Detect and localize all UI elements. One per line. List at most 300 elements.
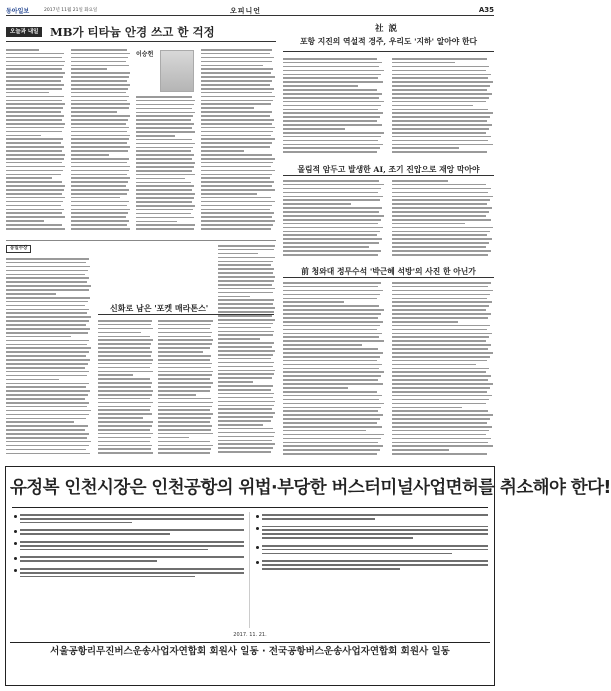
text-line [283,348,378,350]
text-line [392,379,488,381]
text-line [136,158,192,160]
text-line [71,49,127,51]
text-line [218,261,273,263]
text-line [6,96,64,98]
text-line [392,340,486,342]
text-line [71,181,128,183]
text-line [6,383,89,385]
text-line [98,433,153,435]
text-line [283,305,379,307]
text-line [392,203,487,205]
text-line [392,93,492,95]
text-line [283,219,381,221]
text-line [6,150,62,152]
text-line [392,286,488,288]
text-line [262,529,488,531]
text-line [392,238,492,240]
text-line [6,285,91,287]
text-line [71,135,130,137]
ad-column-divider [249,512,250,628]
text-line [6,185,65,187]
text-line [6,344,87,346]
text-line [98,452,153,454]
text-line [6,154,65,156]
editorial-tag: 社説 [374,24,402,34]
column2-body-col3 [158,320,214,458]
text-line [71,224,127,226]
text-line [98,336,150,338]
text-line [158,347,210,349]
text-line [98,332,141,334]
text-line [392,348,488,350]
text-line [158,386,211,388]
text-line [218,451,271,453]
text-line [262,549,488,551]
text-line [98,421,153,423]
text-line [283,430,366,432]
text-line [6,174,61,176]
text-line [218,268,274,270]
text-line [71,154,109,156]
text-line [20,560,157,562]
text-line [218,373,274,375]
text-line [158,421,210,423]
text-line [71,61,126,63]
bullet-icon [14,542,17,545]
text-line [218,276,275,278]
text-line [262,545,488,547]
text-line [201,123,272,125]
text-line [71,189,129,191]
text-line [392,309,486,311]
text-line [218,443,275,445]
text-line [158,394,196,396]
text-line [201,197,271,199]
bullet-text [262,514,488,520]
text-line [6,100,62,102]
text-line [201,205,272,207]
column2-headline: 신화로 남은 '포켓 매라톤스' [110,303,209,313]
text-line [71,177,130,179]
text-line [6,146,64,148]
text-line [98,320,152,322]
text-line [136,213,191,215]
text-line [71,142,127,144]
text-line [218,346,272,348]
text-line [283,442,378,444]
text-line [218,401,275,403]
text-line [71,103,130,105]
text-line [392,352,493,354]
bullet-text [20,529,244,535]
text-line [6,418,86,420]
text-line [98,402,153,404]
text-line [6,328,90,330]
text-line [392,325,490,327]
text-line [98,363,152,365]
text-line [6,301,88,303]
text-line [283,313,381,315]
text-line [6,135,41,137]
text-line [136,193,195,195]
editorial-rule-3 [283,277,494,278]
text-line [158,441,210,443]
text-line [71,72,130,74]
text-line [283,215,384,217]
text-line [136,170,192,172]
text-line [283,242,379,244]
text-line [201,127,275,129]
ad-date: 2017. 11. 21. [233,632,267,638]
text-line [6,107,63,109]
text-line [392,231,490,233]
text-line [98,378,150,380]
text-line [392,442,488,444]
text-line [201,49,272,51]
text-line [392,85,490,87]
text-line [201,96,275,98]
issue-date: 2017년 11월 21일 화요일 [44,8,98,13]
text-line [392,356,490,358]
text-line [158,425,212,427]
text-line [283,101,384,103]
text-line [6,92,49,94]
text-line [6,445,89,447]
column2-body-col2 [98,320,154,458]
text-line [201,84,270,86]
text-line [6,449,86,451]
text-line [158,402,213,404]
text-line [6,216,65,218]
text-line [98,417,143,419]
text-line [218,257,275,259]
text-line [392,317,488,319]
editorial3-body-col1 [283,282,385,458]
text-line [20,514,244,516]
text-line [283,333,382,335]
editorial-headline-2: 몰림적 암두고 발생한 AI, 조기 진압으로 재앙 막아야 [297,165,480,174]
text-line [283,136,381,138]
text-line [6,453,90,455]
text-line [201,142,272,144]
column-body-col3 [136,96,196,235]
text-line [6,277,89,279]
text-line [71,127,129,129]
text-line [6,402,89,404]
text-line [283,379,378,381]
text-line [218,331,274,333]
text-line [6,274,85,276]
text-line [201,228,271,230]
text-line [283,254,378,256]
text-line [201,212,274,214]
column2-body-col1 [6,258,92,458]
text-line [201,68,273,70]
text-line [218,280,274,282]
text-line [392,305,489,307]
text-line [6,80,61,82]
text-line [283,301,344,303]
text-line [262,564,488,566]
text-line [201,103,271,105]
text-line [201,220,275,222]
ad-bullet [14,529,244,535]
text-line [218,420,271,422]
text-line [283,294,380,296]
text-line [6,138,63,140]
text-line [392,144,493,146]
text-line [71,80,127,82]
text-line [6,367,85,369]
text-line [6,320,89,322]
text-line [283,453,377,455]
text-line [262,526,488,528]
text-line [392,140,488,142]
text-line [218,307,275,309]
section-title: 오피니언 [230,7,262,15]
text-line [283,375,381,377]
text-line [392,184,486,186]
text-line [392,77,488,79]
text-line [6,297,90,299]
text-line [158,374,212,376]
text-line [6,363,88,365]
text-line [392,426,492,428]
text-line [6,115,64,117]
text-line [158,339,213,341]
text-line [98,429,150,431]
text-line [392,66,489,68]
text-line [283,352,383,354]
bullet-icon [14,515,17,518]
text-line [6,371,89,373]
text-line [392,438,491,440]
text-line [201,65,263,67]
text-line [20,518,244,520]
text-line [283,144,383,146]
text-line [283,426,382,428]
text-line [392,298,487,300]
text-line [6,258,89,260]
text-line [6,111,61,113]
text-line [6,355,86,357]
text-line [392,109,488,111]
text-line [6,441,91,443]
text-line [136,96,192,98]
text-line [71,76,129,78]
text-line [201,72,271,74]
text-line [158,445,213,447]
text-line [71,123,126,125]
text-line [218,354,273,356]
text-line [283,211,379,213]
text-line [20,529,244,531]
text-line [283,399,379,401]
text-line [283,325,380,327]
text-line [158,351,203,353]
text-line [218,377,272,379]
text-line [392,105,473,107]
text-line [6,394,88,396]
text-line [71,170,129,172]
text-line [283,58,377,60]
text-line [6,224,62,226]
text-line [218,272,273,274]
text-line [6,84,64,86]
text-line [262,514,488,516]
text-line [20,568,244,570]
text-line [201,146,270,148]
ad-bullet [256,560,488,569]
text-line [392,422,487,424]
text-line [158,406,212,408]
text-line [218,323,273,325]
text-line [71,107,129,109]
text-line [201,174,272,176]
text-line [71,158,129,160]
text-line [283,151,377,153]
text-line [71,205,127,207]
text-line [136,100,195,102]
text-line [20,533,170,535]
text-line [283,364,382,366]
text-line [98,425,152,427]
text-line [136,123,194,125]
text-line [6,162,62,164]
text-line [201,53,270,55]
text-line [283,321,383,323]
text-line [158,324,211,326]
text-line [218,408,272,410]
editorial-headline-1: 포항 지진의 역설적 경주, 우리도 '지하' 알아야 한다 [299,37,478,46]
text-line [6,379,59,381]
text-line [158,367,211,369]
text-line [98,351,152,353]
text-line [201,189,275,191]
text-line [71,68,107,70]
text-line [201,138,275,140]
text-line [6,209,64,211]
text-line [392,62,455,64]
text-line [6,351,89,353]
text-line [283,360,377,362]
text-line [392,399,489,401]
text-line [283,62,382,64]
bullet-icon [256,515,259,518]
text-line [158,382,213,384]
text-line [392,192,488,194]
text-line [218,385,273,387]
text-line [262,518,375,520]
text-line [158,359,210,361]
text-line [283,438,381,440]
text-line [158,363,212,365]
text-line [6,425,88,427]
text-line [283,199,380,201]
text-line [392,368,489,370]
text-line [283,246,369,248]
text-line [392,180,448,182]
text-line [218,284,272,286]
text-line [71,162,127,164]
bullet-text [262,545,488,554]
text-line [6,386,86,388]
text-line [283,223,378,225]
bullet-text [20,514,244,523]
text-line [201,57,274,59]
text-line [283,410,378,412]
text-line [392,290,493,292]
text-line [283,282,381,284]
text-line [98,343,151,345]
text-line [136,127,192,129]
text-line [6,340,89,342]
text-line [262,560,488,562]
text-line [218,264,271,266]
text-line [98,409,150,411]
column-body-col1 [6,49,66,235]
text-line [392,449,449,451]
text-line [392,321,458,323]
text-line [201,170,275,172]
ad-bullet [256,545,488,554]
text-line [136,115,193,117]
text-line [6,429,85,431]
text-line [283,238,382,240]
text-line [392,124,492,126]
text-line [98,374,133,376]
text-line [283,286,378,288]
text-line [6,305,85,307]
text-line [218,436,274,438]
text-line [136,205,195,207]
editorial1-body-col1 [283,58,385,158]
text-line [6,57,62,59]
text-line [283,336,379,338]
text-line [98,437,151,439]
text-line [262,553,452,555]
text-line [201,131,273,133]
text-line [136,139,192,141]
text-line [262,533,488,535]
text-line [201,135,271,137]
text-line [283,77,378,79]
text-line [71,84,130,86]
text-line [218,292,273,294]
text-line [6,390,90,392]
text-line [136,131,195,133]
text-line [283,184,384,186]
text-line [158,452,210,454]
text-line [98,390,153,392]
text-line [283,329,377,331]
text-line [71,193,127,195]
newspaper-logo: 동아일보 [6,8,30,15]
text-line [98,382,152,384]
text-line [6,193,62,195]
text-line [392,301,492,303]
text-line [392,395,492,397]
text-line [283,93,382,95]
text-line [201,158,275,160]
ad-bullets-left [14,514,244,628]
text-line [158,433,213,435]
text-line [283,227,383,229]
text-line [283,340,384,342]
text-line [283,97,379,99]
text-line [392,364,476,366]
text-line [201,181,274,183]
